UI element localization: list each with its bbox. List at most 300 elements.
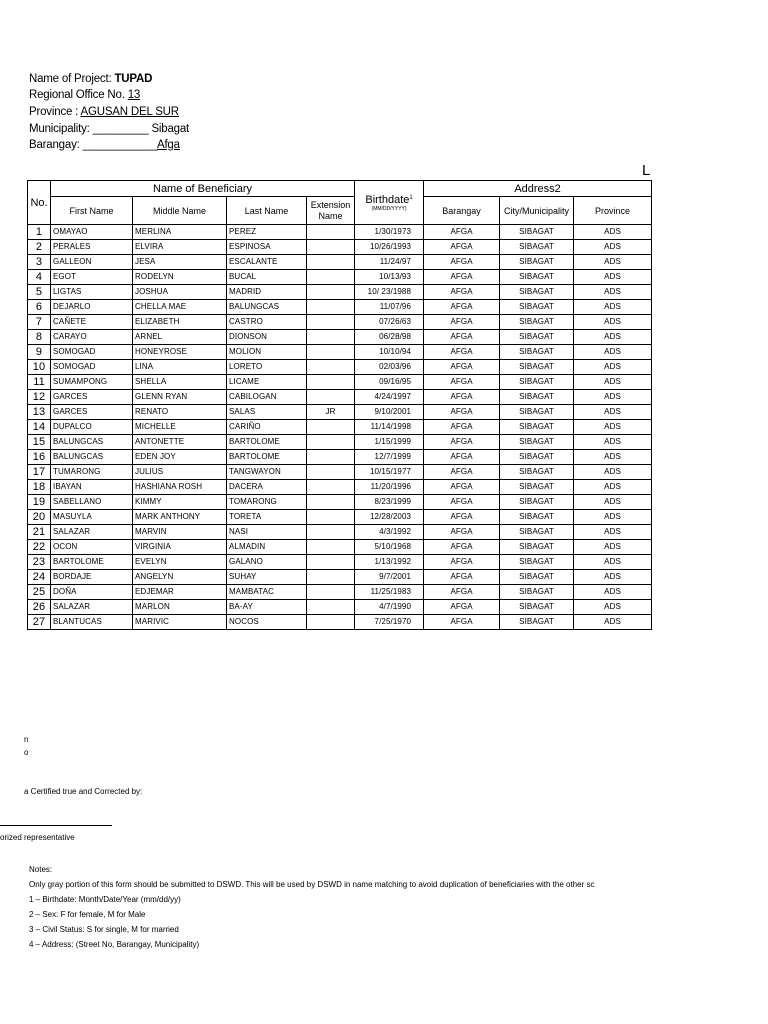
header-no: No.	[28, 181, 51, 225]
table-row	[28, 435, 652, 450]
barangay-cell: AFGA	[424, 435, 500, 450]
middle-name-cell: HASHIANA ROSH	[133, 480, 227, 495]
barangay-cell: AFGA	[424, 540, 500, 555]
header-extension-name: Extension Name	[307, 197, 355, 225]
table-row	[28, 600, 652, 615]
extension-name-cell	[307, 255, 355, 270]
middle-name-cell: ANGELYN	[133, 570, 227, 585]
notes-title: Notes:	[29, 865, 53, 874]
regional-label: Regional Office No.	[29, 89, 125, 101]
table-row	[28, 390, 652, 405]
cut-off-title: L	[642, 162, 651, 179]
table-row	[28, 375, 652, 390]
city-cell: SIBAGAT	[500, 510, 574, 525]
notes-line-4: 3 – Civil Status: S for single, M for married	[29, 925, 179, 934]
middle-name-cell: ANTONETTE	[133, 435, 227, 450]
last-name-cell: BARTOLOME	[227, 450, 307, 465]
table-row	[28, 480, 652, 495]
row-number: 1	[28, 225, 51, 240]
first-name-cell: BLANTUCAS	[51, 615, 133, 630]
last-name-cell: LICAME	[227, 375, 307, 390]
middle-name-cell: VIRGINIA	[133, 540, 227, 555]
barangay-value: Afga	[156, 139, 180, 151]
province-cell: ADS	[574, 510, 652, 525]
birthdate-cell: 11/25/1983	[355, 585, 424, 600]
province-cell: ADS	[574, 570, 652, 585]
barangay-cell: AFGA	[424, 330, 500, 345]
province-value: AGUSAN DEL SUR	[80, 106, 179, 118]
table-row	[28, 450, 652, 465]
notes-line-3: 2 – Sex: F for female, M for Male	[29, 910, 146, 919]
table-body	[28, 225, 652, 630]
extension-name-cell	[307, 345, 355, 360]
certified-label: a Certified true and Corrected by:	[24, 787, 143, 796]
extension-name-cell	[307, 270, 355, 285]
birthdate-format: (MM/DD/YYYY)	[371, 205, 407, 212]
last-name-cell: CABILOGAN	[227, 390, 307, 405]
middle-name-cell: MARK ANTHONY	[133, 510, 227, 525]
birthdate-cell: 11/20/1996	[355, 480, 424, 495]
city-cell: SIBAGAT	[500, 540, 574, 555]
middle-name-cell: MARLON	[133, 600, 227, 615]
last-name-cell: BUCAL	[227, 270, 307, 285]
province-cell: ADS	[574, 405, 652, 420]
last-name-cell: BALUNGCAS	[227, 300, 307, 315]
barangay-cell: AFGA	[424, 345, 500, 360]
birthdate-cell: 9/10/2001	[355, 405, 424, 420]
barangay-cell: AFGA	[424, 375, 500, 390]
middle-name-cell: MARVIN	[133, 525, 227, 540]
middle-name-cell: MICHELLE	[133, 420, 227, 435]
municipality-line	[29, 123, 189, 135]
last-name-cell: SALAS	[227, 405, 307, 420]
birthdate-footnote: 1	[409, 194, 413, 201]
first-name-cell: CAÑETE	[51, 315, 133, 330]
birthdate-cell: 10/10/94	[355, 345, 424, 360]
first-name-cell: SOMOGAD	[51, 345, 133, 360]
province-cell: ADS	[574, 270, 652, 285]
first-name-cell: SALAZAR	[51, 525, 133, 540]
first-name-cell: SOMOGAD	[51, 360, 133, 375]
extension-name-cell	[307, 465, 355, 480]
extension-name-cell	[307, 615, 355, 630]
first-name-cell: LIGTAS	[51, 285, 133, 300]
middle-name-cell: MARIVIC	[133, 615, 227, 630]
last-name-cell: DACERA	[227, 480, 307, 495]
birthdate-cell: 4/24/1997	[355, 390, 424, 405]
barangay-cell: AFGA	[424, 270, 500, 285]
barangay-cell: AFGA	[424, 555, 500, 570]
middle-name-cell: ARNEL	[133, 330, 227, 345]
table-row	[28, 345, 652, 360]
header-name-of-beneficiary: Name of Beneficiary	[51, 181, 355, 197]
table-row	[28, 240, 652, 255]
birthdate-cell: 7/25/1970	[355, 615, 424, 630]
middle-name-cell: EDEN JOY	[133, 450, 227, 465]
table-row	[28, 555, 652, 570]
province-cell: ADS	[574, 480, 652, 495]
first-name-cell: BORDAJE	[51, 570, 133, 585]
province-cell: ADS	[574, 555, 652, 570]
extension-name-cell	[307, 285, 355, 300]
regional-value: 13	[127, 89, 141, 101]
notes-line-2: 1 – Birthdate: Month/Date/Year (mm/dd/yy)	[29, 895, 181, 904]
birthdate-cell: 10/15/1977	[355, 465, 424, 480]
province-cell: ADS	[574, 285, 652, 300]
cut-fragment-o: o	[24, 748, 29, 757]
first-name-cell: BALUNGCAS	[51, 435, 133, 450]
birthdate-cell: 4/3/1992	[355, 525, 424, 540]
row-number: 13	[28, 405, 51, 420]
extension-name-cell	[307, 300, 355, 315]
birthdate-cell: 9/7/2001	[355, 570, 424, 585]
city-cell: SIBAGAT	[500, 450, 574, 465]
row-number: 9	[28, 345, 51, 360]
province-cell: ADS	[574, 540, 652, 555]
birthdate-label: Birthdate	[365, 193, 410, 206]
province-cell: ADS	[574, 315, 652, 330]
middle-name-cell: LINA	[133, 360, 227, 375]
middle-name-cell: EDJEMAR	[133, 585, 227, 600]
extension-name-cell	[307, 360, 355, 375]
barangay-cell: AFGA	[424, 360, 500, 375]
province-cell: ADS	[574, 225, 652, 240]
header-city-municipality: City/Municipality	[500, 197, 574, 225]
barangay-cell: AFGA	[424, 225, 500, 240]
city-cell: SIBAGAT	[500, 240, 574, 255]
extension-name-cell	[307, 240, 355, 255]
city-cell: SIBAGAT	[500, 405, 574, 420]
row-number: 7	[28, 315, 51, 330]
province-cell: ADS	[574, 390, 652, 405]
city-cell: SIBAGAT	[500, 420, 574, 435]
city-cell: SIBAGAT	[500, 555, 574, 570]
city-cell: SIBAGAT	[500, 570, 574, 585]
row-number: 24	[28, 570, 51, 585]
city-cell: SIBAGAT	[500, 285, 574, 300]
city-cell: SIBAGAT	[500, 435, 574, 450]
barangay-cell: AFGA	[424, 495, 500, 510]
city-cell: SIBAGAT	[500, 480, 574, 495]
header-first-name: First Name	[51, 197, 133, 225]
last-name-cell: DIONSON	[227, 330, 307, 345]
city-cell: SIBAGAT	[500, 525, 574, 540]
row-number: 6	[28, 300, 51, 315]
first-name-cell: GARCES	[51, 390, 133, 405]
barangay-label: Barangay: ____________	[29, 139, 157, 151]
middle-name-cell: HONEYROSE	[133, 345, 227, 360]
barangay-line	[29, 139, 180, 151]
barangay-cell: AFGA	[424, 405, 500, 420]
last-name-cell: SUHAY	[227, 570, 307, 585]
first-name-cell: EGOT	[51, 270, 133, 285]
birthdate-cell: 10/13/93	[355, 270, 424, 285]
header-province: Province	[574, 197, 652, 225]
table-row	[28, 615, 652, 630]
city-cell: SIBAGAT	[500, 615, 574, 630]
first-name-cell: BARTOLOME	[51, 555, 133, 570]
extension-name-cell	[307, 510, 355, 525]
row-number: 11	[28, 375, 51, 390]
extension-name-cell	[307, 435, 355, 450]
province-cell: ADS	[574, 465, 652, 480]
last-name-cell: NASI	[227, 525, 307, 540]
first-name-cell: GARCES	[51, 405, 133, 420]
notes-line-1: Only gray portion of this form should be submitted to DSWD. This will be used by DSWD in name matching to avoid duplication of beneficiaries with the other sc	[29, 880, 595, 889]
extension-name-cell	[307, 315, 355, 330]
header-address: Address2	[424, 181, 652, 197]
table-row	[28, 570, 652, 585]
first-name-cell: PERALES	[51, 240, 133, 255]
last-name-cell: NOCOS	[227, 615, 307, 630]
table-row	[28, 300, 652, 315]
extension-name-cell	[307, 330, 355, 345]
birthdate-cell: 06/28/98	[355, 330, 424, 345]
extension-name-cell	[307, 600, 355, 615]
province-cell: ADS	[574, 615, 652, 630]
first-name-cell: IBAYAN	[51, 480, 133, 495]
row-number: 5	[28, 285, 51, 300]
extension-name-cell	[307, 450, 355, 465]
birthdate-cell: 10/26/1993	[355, 240, 424, 255]
first-name-cell: DUPALCO	[51, 420, 133, 435]
province-label: Province :	[29, 106, 79, 118]
last-name-cell: MAMBATAC	[227, 585, 307, 600]
first-name-cell: OMAYAO	[51, 225, 133, 240]
barangay-cell: AFGA	[424, 615, 500, 630]
barangay-cell: AFGA	[424, 390, 500, 405]
province-cell: ADS	[574, 330, 652, 345]
last-name-cell: CASTRO	[227, 315, 307, 330]
row-number: 19	[28, 495, 51, 510]
province-cell: ADS	[574, 420, 652, 435]
middle-name-cell: SHELLA	[133, 375, 227, 390]
middle-name-cell: JOSHUA	[133, 285, 227, 300]
cut-fragment-n: n	[24, 735, 29, 744]
province-cell: ADS	[574, 360, 652, 375]
first-name-cell: SABELLANO	[51, 495, 133, 510]
barangay-cell: AFGA	[424, 420, 500, 435]
row-number: 15	[28, 435, 51, 450]
city-cell: SIBAGAT	[500, 360, 574, 375]
table-row	[28, 225, 652, 240]
row-number: 26	[28, 600, 51, 615]
row-number: 4	[28, 270, 51, 285]
table-header	[28, 181, 652, 225]
city-cell: SIBAGAT	[500, 375, 574, 390]
header-last-name: Last Name	[227, 197, 307, 225]
city-cell: SIBAGAT	[500, 300, 574, 315]
authorized-representative-label: orized representative	[0, 833, 75, 842]
last-name-cell: TORETA	[227, 510, 307, 525]
city-cell: SIBAGAT	[500, 270, 574, 285]
barangay-cell: AFGA	[424, 240, 500, 255]
middle-name-cell: MERLINA	[133, 225, 227, 240]
middle-name-cell: CHELLA MAE	[133, 300, 227, 315]
middle-name-cell: GLENN RYAN	[133, 390, 227, 405]
province-cell: ADS	[574, 255, 652, 270]
table-row	[28, 510, 652, 525]
header-barangay: Barangay	[424, 197, 500, 225]
beneficiary-table	[27, 180, 652, 630]
middle-name-cell: ELIZABETH	[133, 315, 227, 330]
province-cell: ADS	[574, 495, 652, 510]
city-cell: SIBAGAT	[500, 345, 574, 360]
table-row	[28, 255, 652, 270]
birthdate-cell: 02/03/96	[355, 360, 424, 375]
birthdate-cell: 09/16/95	[355, 375, 424, 390]
extension-name-cell	[307, 555, 355, 570]
notes-section	[29, 862, 653, 952]
first-name-cell: CARAYO	[51, 330, 133, 345]
table-row	[28, 420, 652, 435]
province-cell: ADS	[574, 300, 652, 315]
last-name-cell: ESPINOSA	[227, 240, 307, 255]
row-number: 21	[28, 525, 51, 540]
barangay-cell: AFGA	[424, 465, 500, 480]
table-row	[28, 285, 652, 300]
province-cell: ADS	[574, 435, 652, 450]
first-name-cell: BALUNGCAS	[51, 450, 133, 465]
first-name-cell: DOÑA	[51, 585, 133, 600]
last-name-cell: ALMADIN	[227, 540, 307, 555]
project-label: Name of Project:	[29, 73, 112, 85]
project-value: TUPAD	[114, 73, 153, 85]
birthdate-cell: 07/26/63	[355, 315, 424, 330]
row-number: 12	[28, 390, 51, 405]
table-row	[28, 585, 652, 600]
table-row	[28, 315, 652, 330]
birthdate-cell: 1/15/1999	[355, 435, 424, 450]
row-number: 3	[28, 255, 51, 270]
municipality-value: Sibagat	[151, 123, 190, 135]
header-middle-name: Middle Name	[133, 197, 227, 225]
middle-name-cell: JESA	[133, 255, 227, 270]
middle-name-cell: EVELYN	[133, 555, 227, 570]
extension-name-cell	[307, 390, 355, 405]
middle-name-cell: JULIUS	[133, 465, 227, 480]
birthdate-cell: 12/7/1999	[355, 450, 424, 465]
project-line	[29, 73, 152, 85]
table-row	[28, 525, 652, 540]
barangay-cell: AFGA	[424, 450, 500, 465]
extension-name-cell	[307, 585, 355, 600]
table-row	[28, 495, 652, 510]
city-cell: SIBAGAT	[500, 330, 574, 345]
birthdate-cell: 4/7/1990	[355, 600, 424, 615]
last-name-cell: BA-AY	[227, 600, 307, 615]
barangay-cell: AFGA	[424, 585, 500, 600]
province-cell: ADS	[574, 585, 652, 600]
province-cell: ADS	[574, 240, 652, 255]
barangay-cell: AFGA	[424, 480, 500, 495]
city-cell: SIBAGAT	[500, 315, 574, 330]
city-cell: SIBAGAT	[500, 225, 574, 240]
birthdate-cell: 5/10/1968	[355, 540, 424, 555]
last-name-cell: BARTOLOME	[227, 435, 307, 450]
row-number: 10	[28, 360, 51, 375]
extension-name-cell: JR	[307, 405, 355, 420]
first-name-cell: SUMAMPONG	[51, 375, 133, 390]
birthdate-cell: 12/28/2003	[355, 510, 424, 525]
birthdate-cell: 11/24/97	[355, 255, 424, 270]
birthdate-cell: 1/13/1992	[355, 555, 424, 570]
barangay-cell: AFGA	[424, 285, 500, 300]
extension-name-cell	[307, 570, 355, 585]
row-number: 2	[28, 240, 51, 255]
barangay-cell: AFGA	[424, 510, 500, 525]
extension-name-cell	[307, 420, 355, 435]
province-cell: ADS	[574, 600, 652, 615]
city-cell: SIBAGAT	[500, 255, 574, 270]
last-name-cell: TANGWAYON	[227, 465, 307, 480]
city-cell: SIBAGAT	[500, 465, 574, 480]
row-number: 27	[28, 615, 51, 630]
extension-name-cell	[307, 480, 355, 495]
middle-name-cell: RODELYN	[133, 270, 227, 285]
row-number: 8	[28, 330, 51, 345]
table-row	[28, 270, 652, 285]
barangay-cell: AFGA	[424, 300, 500, 315]
barangay-cell: AFGA	[424, 255, 500, 270]
last-name-cell: MOLION	[227, 345, 307, 360]
regional-office-line	[29, 89, 140, 101]
first-name-cell: GALLEON	[51, 255, 133, 270]
municipality-label: Municipality: _________	[29, 123, 149, 135]
extension-name-cell	[307, 375, 355, 390]
first-name-cell: SALAZAR	[51, 600, 133, 615]
extension-name-cell	[307, 525, 355, 540]
city-cell: SIBAGAT	[500, 585, 574, 600]
signature-line	[0, 825, 112, 826]
city-cell: SIBAGAT	[500, 600, 574, 615]
first-name-cell: TUMARONG	[51, 465, 133, 480]
city-cell: SIBAGAT	[500, 390, 574, 405]
province-cell: ADS	[574, 375, 652, 390]
middle-name-cell: KIMMY	[133, 495, 227, 510]
barangay-cell: AFGA	[424, 315, 500, 330]
barangay-cell: AFGA	[424, 570, 500, 585]
table-row	[28, 405, 652, 420]
row-number: 14	[28, 420, 51, 435]
city-cell: SIBAGAT	[500, 495, 574, 510]
row-number: 25	[28, 585, 51, 600]
table-row	[28, 360, 652, 375]
province-cell: ADS	[574, 525, 652, 540]
province-cell: ADS	[574, 345, 652, 360]
row-number: 23	[28, 555, 51, 570]
birthdate-cell: 8/23/1999	[355, 495, 424, 510]
last-name-cell: TOMARONG	[227, 495, 307, 510]
row-number: 17	[28, 465, 51, 480]
row-number: 16	[28, 450, 51, 465]
last-name-cell: PEREZ	[227, 225, 307, 240]
table-row	[28, 465, 652, 480]
middle-name-cell: RENATO	[133, 405, 227, 420]
birthdate-cell: 10/ 23/1988	[355, 285, 424, 300]
extension-name-cell	[307, 495, 355, 510]
first-name-cell: MASUYLA	[51, 510, 133, 525]
table-row	[28, 330, 652, 345]
last-name-cell: GALANO	[227, 555, 307, 570]
middle-name-cell: ELVIRA	[133, 240, 227, 255]
province-cell: ADS	[574, 450, 652, 465]
last-name-cell: ESCALANTE	[227, 255, 307, 270]
notes-line-5: 4 – Address: (Street No, Barangay, Municipality)	[29, 940, 200, 949]
header-birthdate	[355, 181, 424, 225]
barangay-cell: AFGA	[424, 600, 500, 615]
province-line	[29, 106, 179, 118]
